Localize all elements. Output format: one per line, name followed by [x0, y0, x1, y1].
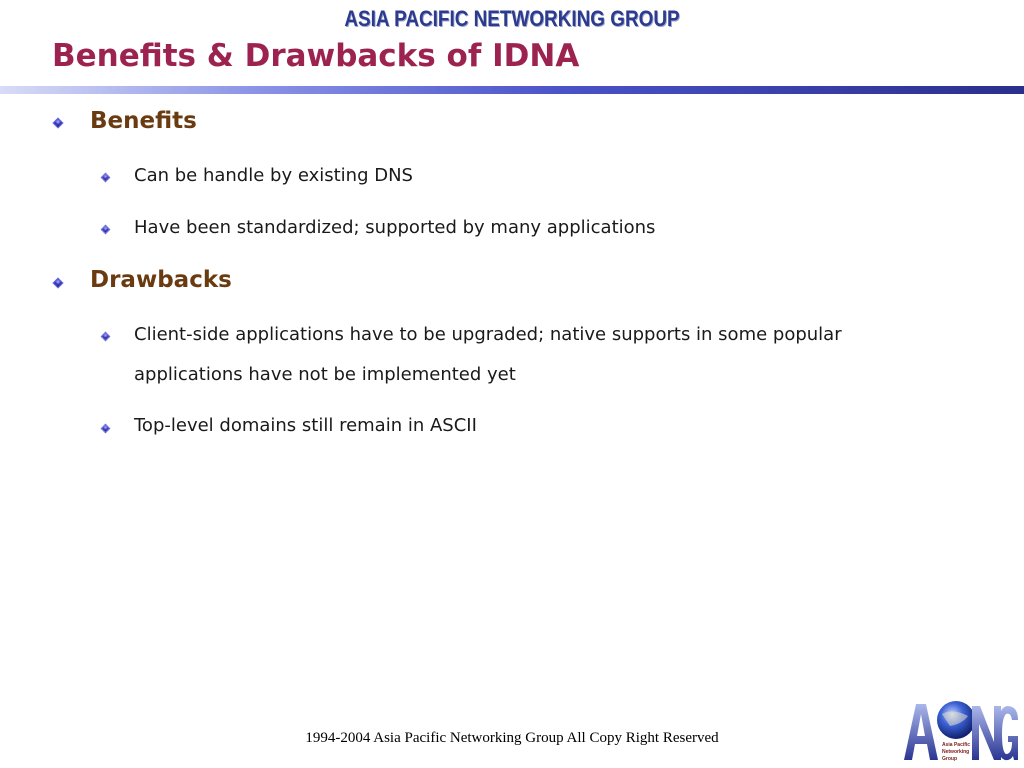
title-divider [0, 86, 1024, 94]
svg-text:Networking: Networking [942, 749, 970, 755]
drawback-item: Top-level domains still remain in ASCII [134, 415, 477, 436]
bullet-diamond-icon [102, 333, 109, 340]
bullet-diamond-icon [54, 119, 62, 127]
footer-copyright: 1994-2004 Asia Pacific Networking Group All Copy Right Reserved [305, 730, 719, 746]
section-heading-benefits: Benefits [90, 108, 197, 134]
bullet-diamond-icon [54, 279, 62, 287]
drawback-item: Client-side applications have to be upgraded; native supports in some popular applications have not be implemented yet [134, 324, 842, 385]
bullet-diamond-icon [102, 174, 109, 181]
benefit-item: Can be handle by existing DNS [134, 165, 413, 186]
bullet-diamond-icon [102, 226, 109, 233]
header-banner: ASIA PACIFIC NETWORKING GROUP [344, 6, 680, 31]
benefit-item: Have been standardized; supported by many applications [134, 217, 656, 238]
slide-title: Benefits & Drawbacks of IDNA [52, 38, 580, 74]
section-heading-drawbacks: Drawbacks [90, 267, 232, 293]
bullet-diamond-icon [102, 425, 109, 432]
svg-text:Group: Group [942, 756, 957, 762]
svg-text:Asia Pacific: Asia Pacific [942, 742, 971, 748]
apng-logo [902, 698, 1020, 762]
